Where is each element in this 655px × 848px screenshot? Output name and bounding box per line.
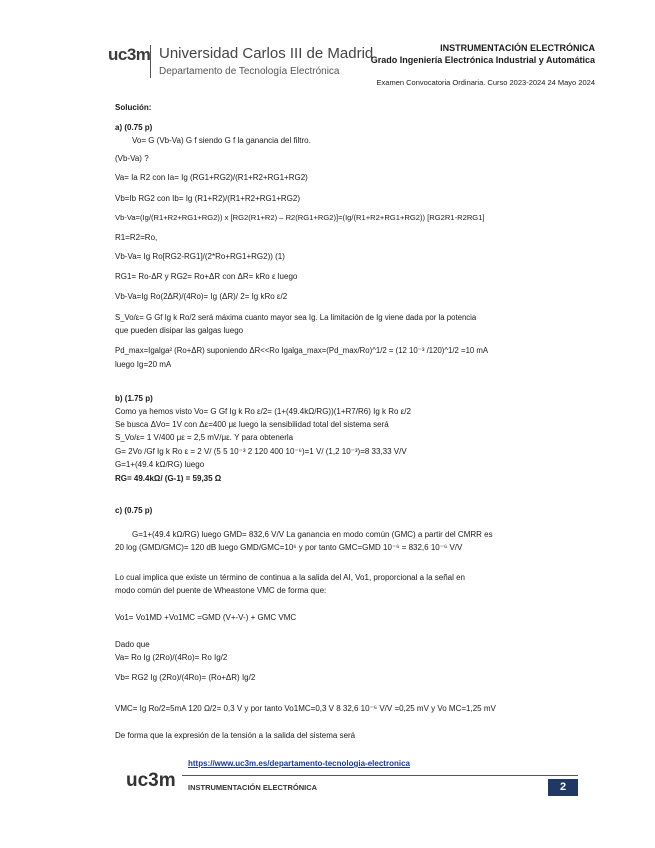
- body-line: Vb-Va=Ig Ro(2ΔR)/(4Ro)= Ig (ΔR)/ 2= Ig kRo ε/2: [115, 292, 288, 301]
- body-line: Dado que: [115, 640, 150, 649]
- body-line: G=1+(49.4 kΩ/RG) luego GMD= 832,6 V/V La ganancia en modo común (GMC) a partir del CMRR es: [132, 530, 493, 539]
- section-b-heading: b) (1.75 p): [115, 394, 153, 403]
- body-line: Va= Ro Ig (2Ro)/(4Ro)= Ro Ig/2: [115, 653, 228, 662]
- department-name: Departamento de Tecnología Electrónica: [159, 66, 340, 77]
- department-link[interactable]: https://www.uc3m.es/departamento-tecnologia-electronica: [188, 759, 410, 768]
- footer-rule: [182, 775, 578, 776]
- body-line: Vb-Va= Ig Ro[RG2-RG1]/(2*Ro+RG1+RG2)) (1): [115, 252, 285, 261]
- body-line: Se busca ΔVo= 1V con Δε=400 με luego la sensibilidad total del sistema será: [115, 420, 389, 429]
- body-line: Pd_max=Igalga² (Ro+ΔR) suponiendo ΔR<<Ro Igalga_max=(Pd_max/Ro)^1/2 = (12 10⁻³ /120)^1/2 =10 mA: [115, 346, 489, 355]
- body-line: RG1= Ro-ΔR y RG2= Ro+ΔR con ΔR= kRo ε luego: [115, 272, 298, 281]
- page-number: 2: [548, 779, 578, 796]
- body-line: Vb-Va=(Ig/(R1+R2+RG1+RG2)) x [RG2(R1+R2) – R2(RG1+RG2)]=(Ig/(R1+R2+RG1+RG2)) [RG2R1-R2RG1]: [115, 213, 485, 222]
- body-line: De forma que la expresión de la tensión a la salida del sistema será: [115, 731, 356, 740]
- header-divider: [150, 45, 151, 78]
- body-line: Vo= G (Vb-Va) G f siendo G f la ganancia del filtro.: [132, 136, 311, 145]
- body-line: VMC= Ig Ro/2=5mA 120 Ω/2= 0,3 V y por tanto Vo1MC=0,3 V 8 32,6 10⁻⁶ V/V =0,25 mV y Vo MC=1,25 mV: [115, 704, 496, 713]
- university-name: Universidad Carlos III de Madrid: [159, 45, 374, 62]
- body-line: R1=R2=Ro,: [115, 233, 158, 242]
- body-line: (Vb-Va) ?: [115, 154, 149, 163]
- body-line: G= 2Vo /Gf Ig k Ro ε = 2 V/ (5 5 10⁻³ 2 120 400 10⁻⁶)=1 V/ (1,2 10⁻³)=8 33,33 V/V: [115, 447, 407, 456]
- course-title: INSTRUMENTACIÓN ELECTRÓNICA: [440, 43, 595, 53]
- exam-info: Examen Convocatoria Ordinaria. Curso 2023-2024 24 Mayo 2024: [376, 78, 595, 87]
- body-line: RG= 49.4kΩ/ (G-1) = 59,35 Ω: [115, 474, 222, 483]
- body-line: Lo cual implica que existe un término de continua a la salida del AI, Vo1, proporcional a la señal en: [115, 573, 465, 582]
- solution-heading: Solución:: [115, 103, 152, 112]
- footer-course: INSTRUMENTACIÓN ELECTRÓNICA: [188, 783, 318, 792]
- footer-uc3m-logo: uc3m: [126, 770, 176, 791]
- body-line: luego Ig=20 mA: [115, 360, 172, 369]
- body-line: 20 log (GMD/GMC)= 120 dB luego GMD/GMC=10⁶ y por tanto GMC=GMD 10⁻⁶ = 832,6 10⁻⁶ V/V: [115, 543, 463, 552]
- body-line: Va= Ia R2 con Ia= Ig (RG1+RG2)/(R1+R2+RG1+RG2): [115, 173, 308, 182]
- degree-title: Grado Ingeniería Electrónica Industrial y Automática: [370, 55, 595, 65]
- body-line: S_Vo/ε= G Gf Ig k Ro/2 será máxima cuanto mayor sea Ig. La limitación de Ig viene dada por la potencia: [115, 313, 477, 322]
- section-a-heading: a) (0.75 p): [115, 123, 153, 132]
- section-c-heading: c) (0.75 p): [115, 506, 153, 515]
- body-line: Vb=Ib RG2 con Ib= Ig (R1+R2)/(R1+R2+RG1+RG2): [115, 194, 300, 203]
- body-line: Vb= RG2 Ig (2Ro)/(4Ro)= (Ro+ΔR) Ig/2: [115, 673, 256, 682]
- body-line: que pueden disipar las galgas luego: [115, 326, 244, 335]
- body-line: G=1+(49.4 kΩ/RG) luego: [115, 460, 205, 469]
- body-line: Como ya hemos visto Vo= G Gf Ig k Ro ε/2= (1+(49.4kΩ/RG))(1+R7/R6) Ig k Ro ε/2: [115, 407, 411, 416]
- body-line: Vo1= Vo1MD +Vo1MC =GMD (V+-V-) + GMC VMC: [115, 613, 297, 622]
- body-line: modo común del puente de Wheastone VMC de forma que:: [115, 586, 327, 595]
- body-line: S_Vo/ε= 1 V/400 με = 2,5 mV/με. Y para obtenerla: [115, 433, 294, 442]
- uc3m-logo: uc3m: [108, 45, 151, 64]
